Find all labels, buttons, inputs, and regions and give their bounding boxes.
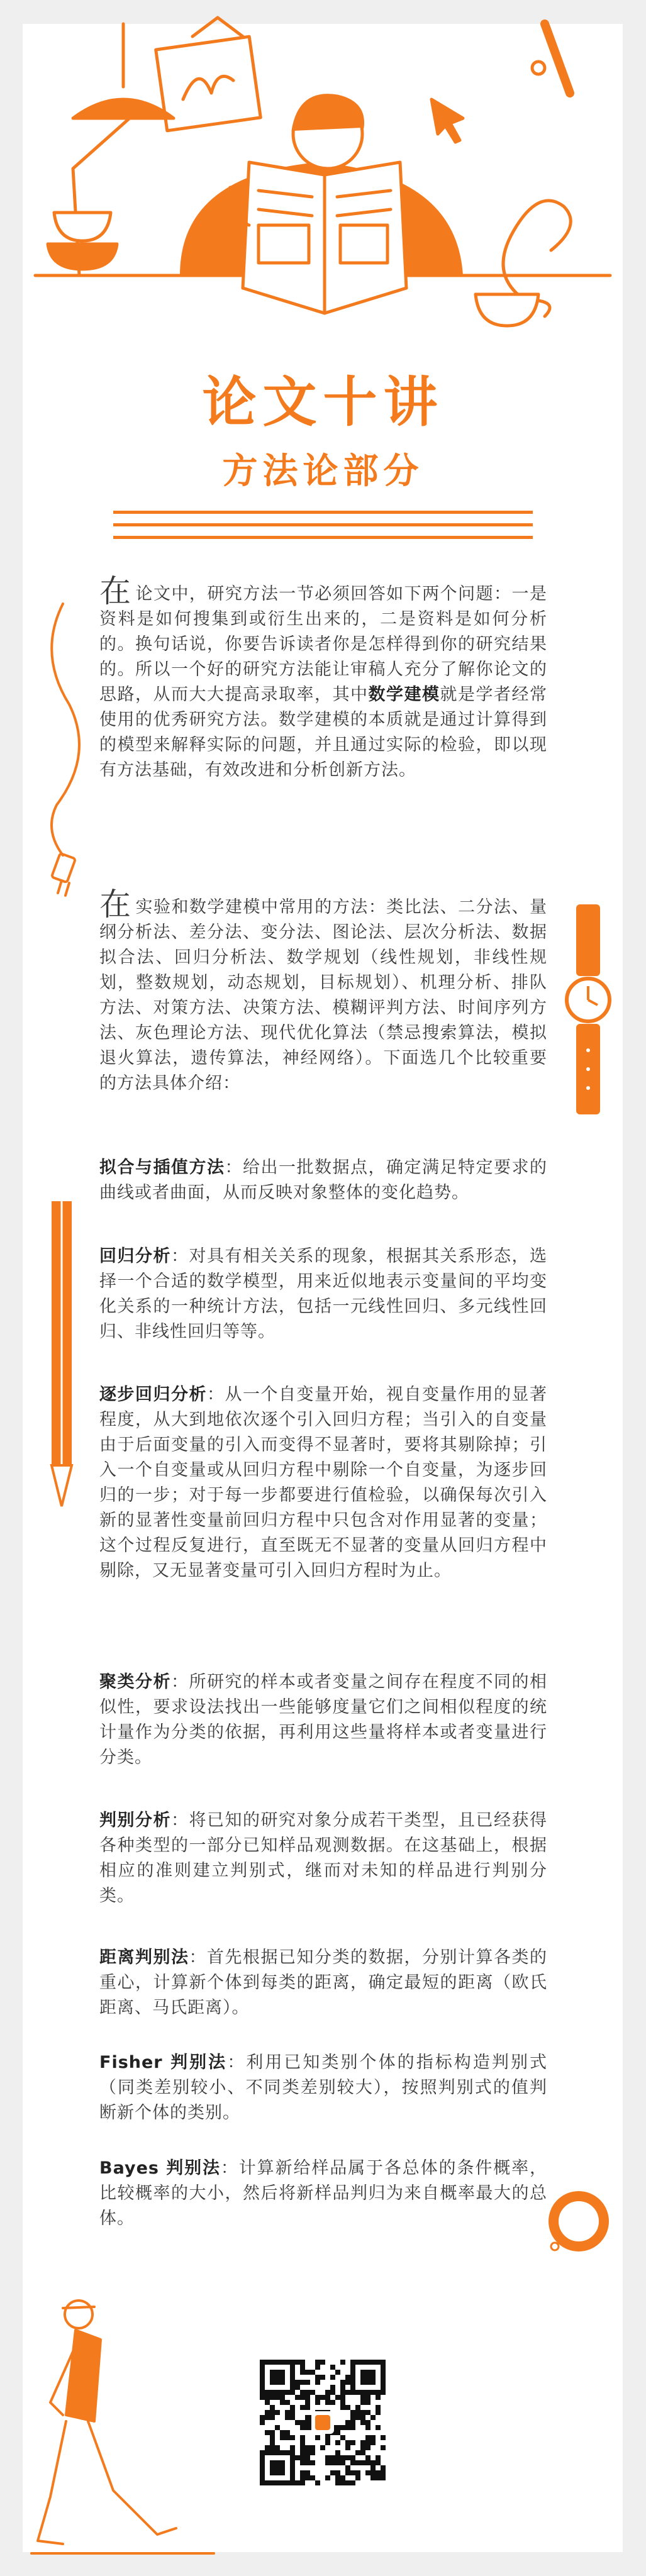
method-item: Fisher 判别法：利用已知类别个体的指标构造判别式（同类差别较小、不同类差别较大），按照判别式的值判断新个体的类别。 (99, 2053, 547, 2123)
method-item: 逐步回归分析：从一个自变量开始，视自变量作用的显著程度，从大到地依次逐个引入回归方程；当引入的自变量由于后面变量的引入而变得不显著时，要将其剔除掉；引入一个自变量或从回归方程中剔除一个自变量，为逐步回归的一步；对于每一步都要进行值检验，以确保每次引入新的显著性变量前回归方程中只包含对作用显著的变量；这个过程反复进行，直至既无不显著的变量从回归方程中剔除，又无显著变量可引入回归方程时为止。 (99, 1385, 547, 1580)
bowls-icon (48, 213, 117, 269)
wristwatch-icon (566, 906, 616, 1119)
coffee-cup-icon (476, 294, 550, 326)
page-title: 论文十讲 (202, 371, 444, 434)
bold-term: 数学建模 (368, 685, 440, 704)
qr-logo (311, 2411, 334, 2434)
method-item: 聚类分析：所研究的样本或者变量之间存在程度不同的相似性，要求设法找出一些能够度量它们之间相似程度的统计量作为分类的依据，再利用这些量将样本或者变量进行分类。 (99, 1672, 547, 1767)
header-illustration (23, 24, 623, 326)
drop-cap: 在 (99, 886, 132, 923)
drop-cap: 在 (99, 573, 132, 609)
ring-icon (542, 2189, 611, 2258)
intro-paragraph: 在论文中，研究方法一节必须回答如下两个问题：一是资料是如何搜集到或衍生出来的，二是资料是如何分析的。换句话说，你要告诉读者你是怎样得到你的研究结果的。所以一个好的研究方法能让审稿人充分了解你论文的思路，从而大大提高录取率，其中数学建模就是学者经常使用的优秀研究方法。数学建模的本质就是通过计算得到的模型来解释实际的问题，并且通过实际的检验，即以现有方法基础，有效改进和分析创新方法。 (99, 573, 548, 780)
page-subtitle: 方法论部分 (222, 451, 424, 492)
reader-with-newspaper-icon (180, 96, 463, 313)
pencil-icon (49, 1201, 74, 1509)
cable-plug-icon (25, 604, 94, 899)
divider-line (113, 536, 533, 539)
method-item: 拟合与插值方法：给出一批数据点，确定满足特定要求的曲线或者曲面，从而反映对象整体的变化趋势。 (99, 1158, 547, 1202)
method-item: 距离判别法：首先根据已知分类的数据，分别计算各类的重心，计算新个体到每类的距离，确定最短的距离（欧氏距离、马氏距离）。 (99, 1948, 547, 2018)
method-item: Bayes 判别法：计算新给样品属于各总体的条件概率，比较概率的大小，然后将新样品判归为来自概率最大的总体。 (99, 2158, 547, 2228)
method-item: 回归分析：对具有相关关系的现象，根据其关系形态，选择一个合适的数学模型，用来近似地表示变量间的平均变化关系的一种统计方法，包括一元线性回归、多元线性回归、非线性回归等等。 (99, 1246, 547, 1341)
qr-code-icon[interactable] (260, 2360, 386, 2485)
methods-intro-paragraph: 在实验和数学建模中常用的方法：类比法、二分法、量纲分析法、差分法、变分法、图论法、层次分析法、数据拟合法、回归分析法、数学规划（线性规划，非线性规划，整数规划，动态规划，目标规划）、机理分析、排队方法、对策方法、决策方法、模糊评判方法、时间序列方法、灰色理论方法、现代优化算法（禁忌搜索算法，模拟退火算法，遗传算法，神经网络）。下面选几个比较重要的方法具体介绍： (99, 886, 548, 1093)
cursor-arrow-icon (432, 99, 463, 142)
divider-line (113, 523, 533, 526)
divider-line (113, 511, 533, 514)
picture-frame-icon (156, 18, 261, 131)
walking-man-icon (25, 2289, 214, 2572)
method-item: 判别分析：将已知的研究对象分成若干类型，且已经获得各种类型的一部分已知样品观测数据。在这基础上，根据相应的准则建立判别式，继而对未知的样品进行判别分类。 (99, 1811, 547, 1906)
